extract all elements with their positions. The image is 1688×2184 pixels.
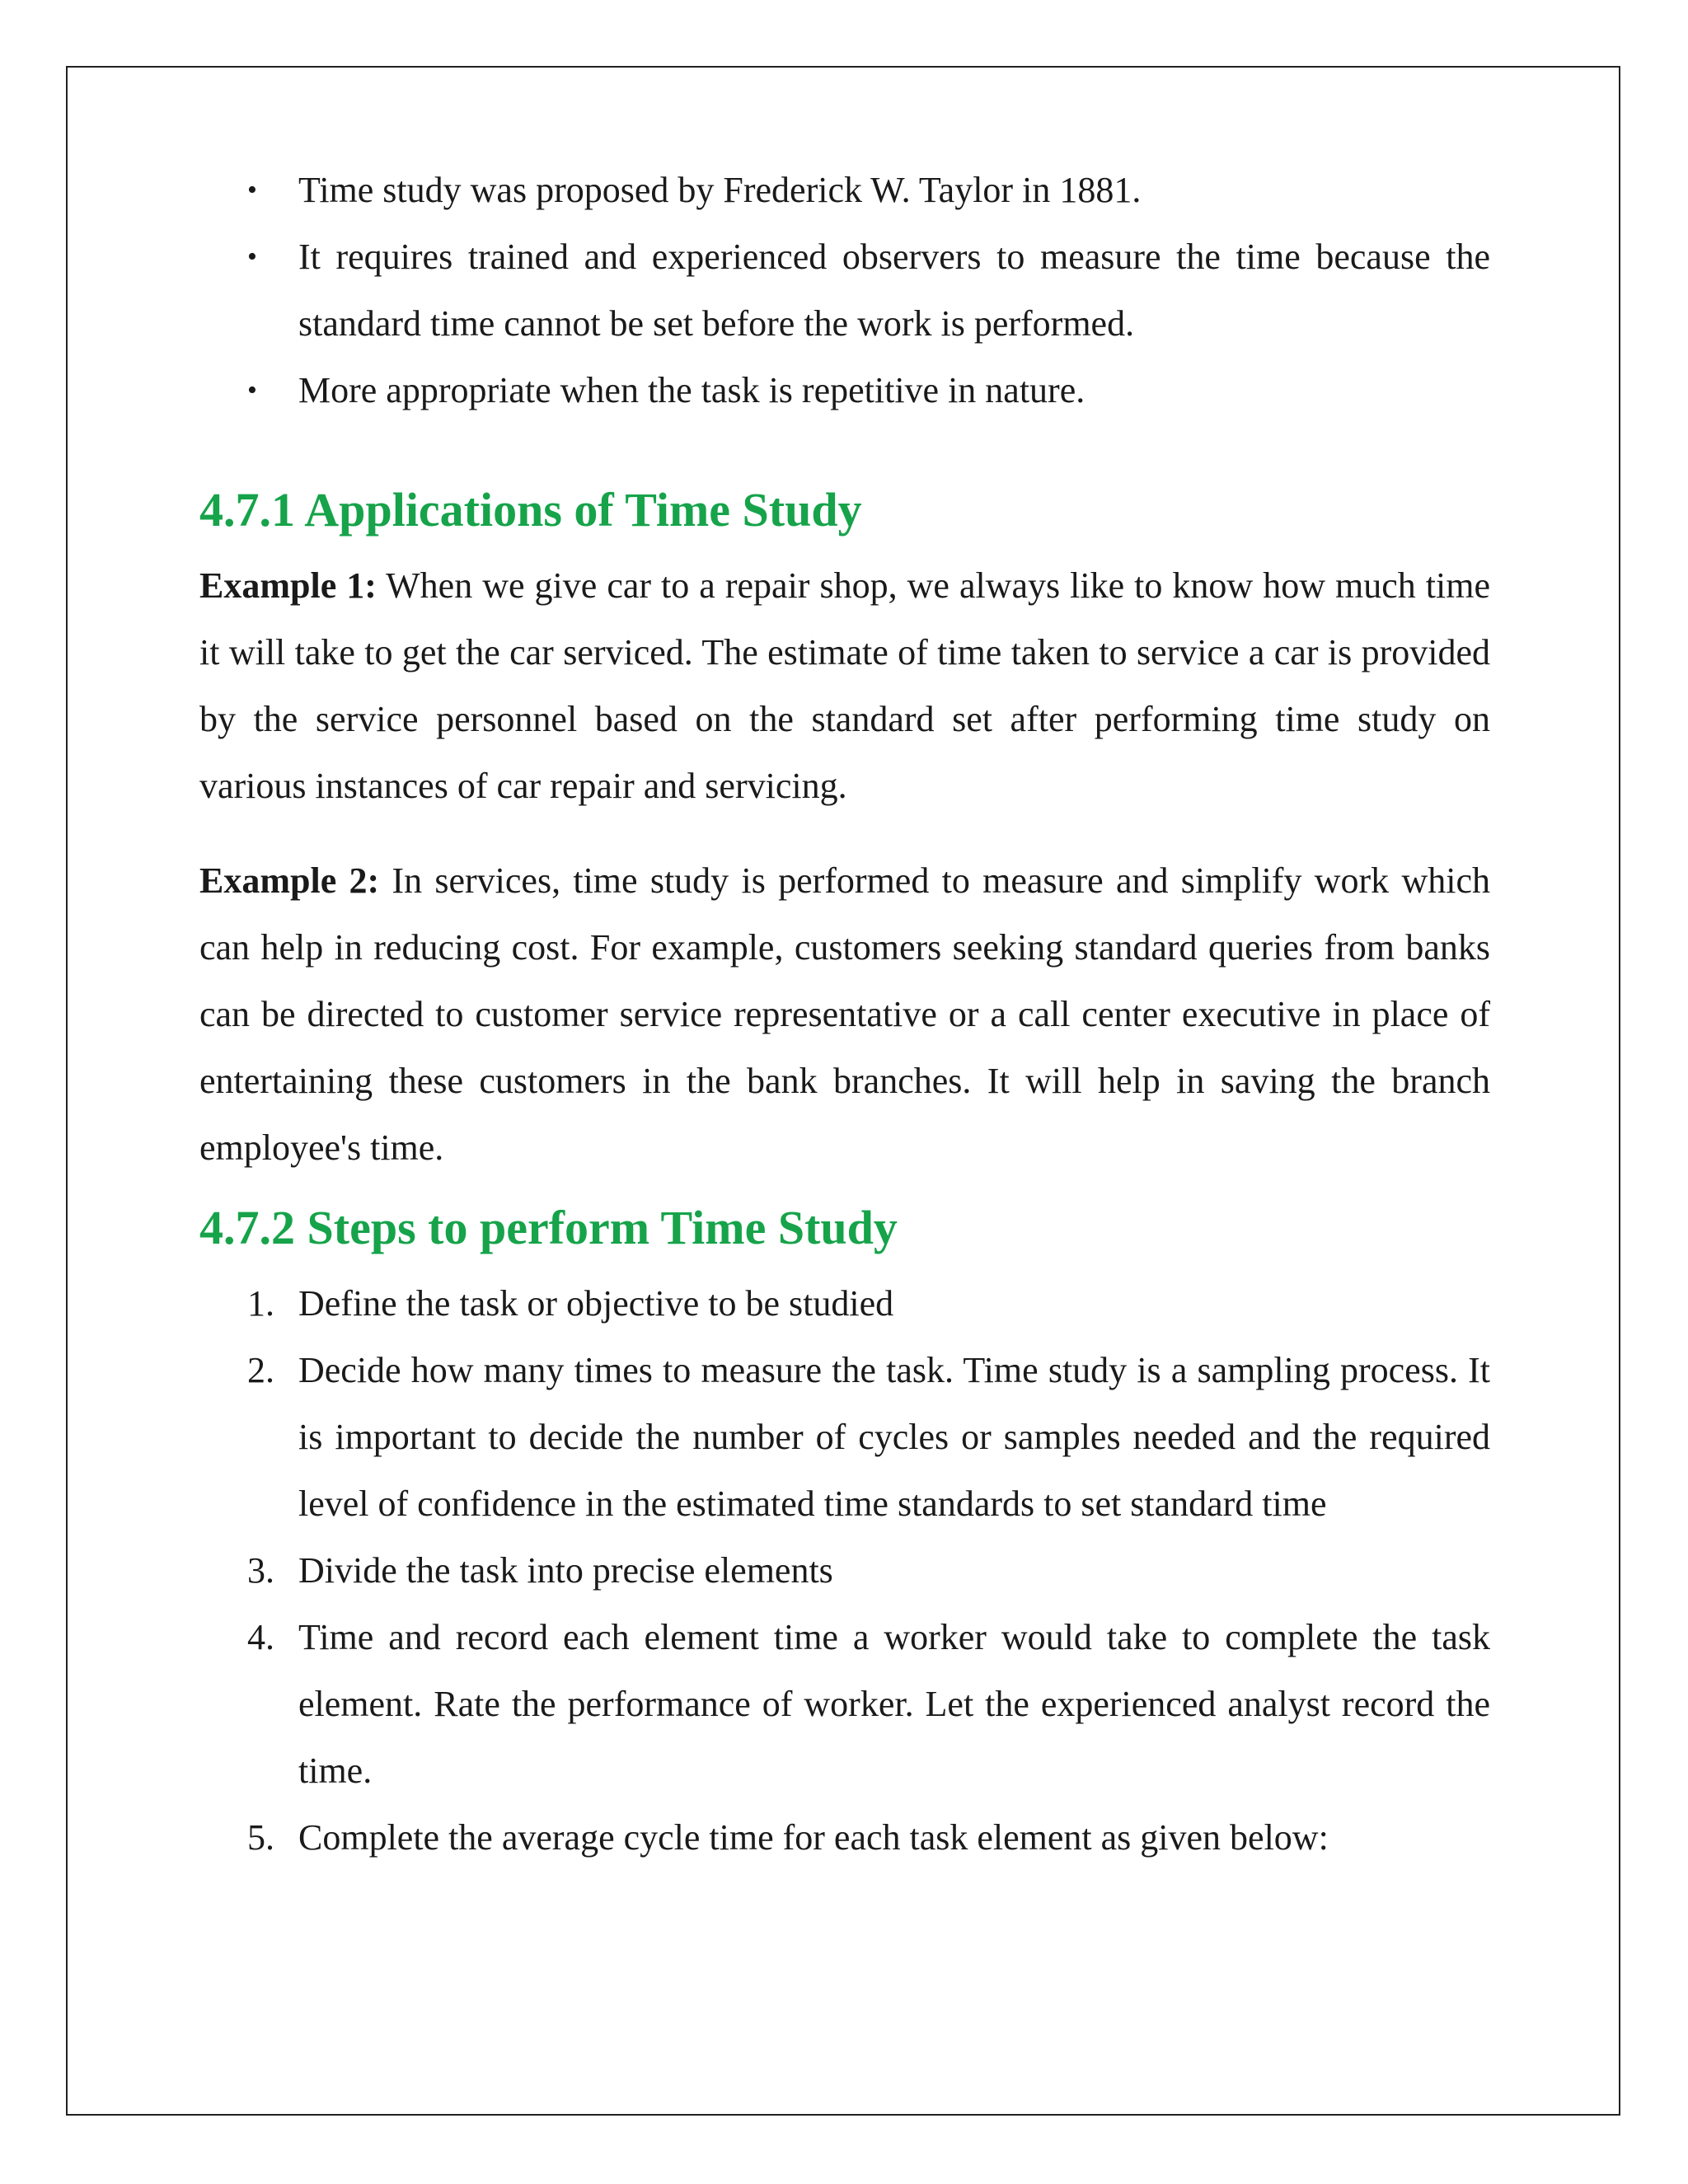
bullet-marker: • bbox=[247, 175, 257, 205]
example-2-label: Example 2: bbox=[199, 860, 380, 901]
list-item bbox=[199, 157, 1490, 223]
bullet-marker: • bbox=[247, 375, 257, 405]
step-number: 2. bbox=[247, 1350, 274, 1390]
example-2-text: In services, time study is performed to measure and simplify work which can help in reducing cost. For example, customers seeking standard queries from banks can be directed to customer service representative or a call center executive in place of entertaining these customers in the bank branches. It will help in saving the branch employee's time. bbox=[199, 860, 1490, 1168]
list-item bbox=[199, 357, 1490, 424]
step-number: 3. bbox=[247, 1550, 274, 1591]
step-text: Complete the average cycle time for each task element as given below: bbox=[298, 1817, 1329, 1858]
step-text: Define the task or objective to be studied bbox=[298, 1283, 894, 1324]
example-1-paragraph bbox=[199, 552, 1490, 819]
bullet-text: More appropriate when the task is repetitive in nature. bbox=[298, 370, 1085, 410]
list-item bbox=[199, 223, 1490, 357]
steps-list bbox=[199, 1270, 1490, 1871]
list-item bbox=[199, 1337, 1490, 1537]
bullet-text: It requires trained and experienced observers to measure the time because the standard time cannot be set before the work is performed. bbox=[298, 237, 1490, 344]
step-text: Time and record each element time a worker would take to complete the task element. Rate the performance of worker. Let the experienced analyst record the time. bbox=[298, 1617, 1490, 1791]
bullet-marker: • bbox=[247, 241, 257, 272]
list-item bbox=[199, 1604, 1490, 1804]
example-1-label: Example 1: bbox=[199, 565, 377, 606]
bullet-text: Time study was proposed by Frederick W. Taylor in 1881. bbox=[298, 170, 1142, 210]
step-number: 4. bbox=[247, 1617, 274, 1657]
section-heading-steps: 4.7.2 Steps to perform Time Study bbox=[199, 1201, 898, 1254]
page-content bbox=[199, 157, 1490, 1871]
list-item bbox=[199, 1270, 1490, 1337]
intro-bullet-list bbox=[199, 157, 1490, 424]
example-1-text: When we give car to a repair shop, we always like to know how much time it will take to get the car serviced. The estimate of time taken to service a car is provided by the service personnel based on the standard set after performing time study on various instances of car repair and servicing. bbox=[199, 565, 1490, 806]
step-number: 1. bbox=[247, 1283, 274, 1324]
list-item bbox=[199, 1537, 1490, 1604]
step-text: Decide how many times to measure the task. Time study is a sampling process. It is important to decide the number of cycles or samples needed and the required level of confidence in the estimated time standards to set standard time bbox=[298, 1350, 1490, 1524]
example-2-paragraph bbox=[199, 847, 1490, 1181]
step-text: Divide the task into precise elements bbox=[298, 1550, 833, 1591]
section-heading-applications: 4.7.1 Applications of Time Study bbox=[199, 483, 862, 537]
step-number: 5. bbox=[247, 1817, 274, 1858]
list-item bbox=[199, 1804, 1490, 1871]
